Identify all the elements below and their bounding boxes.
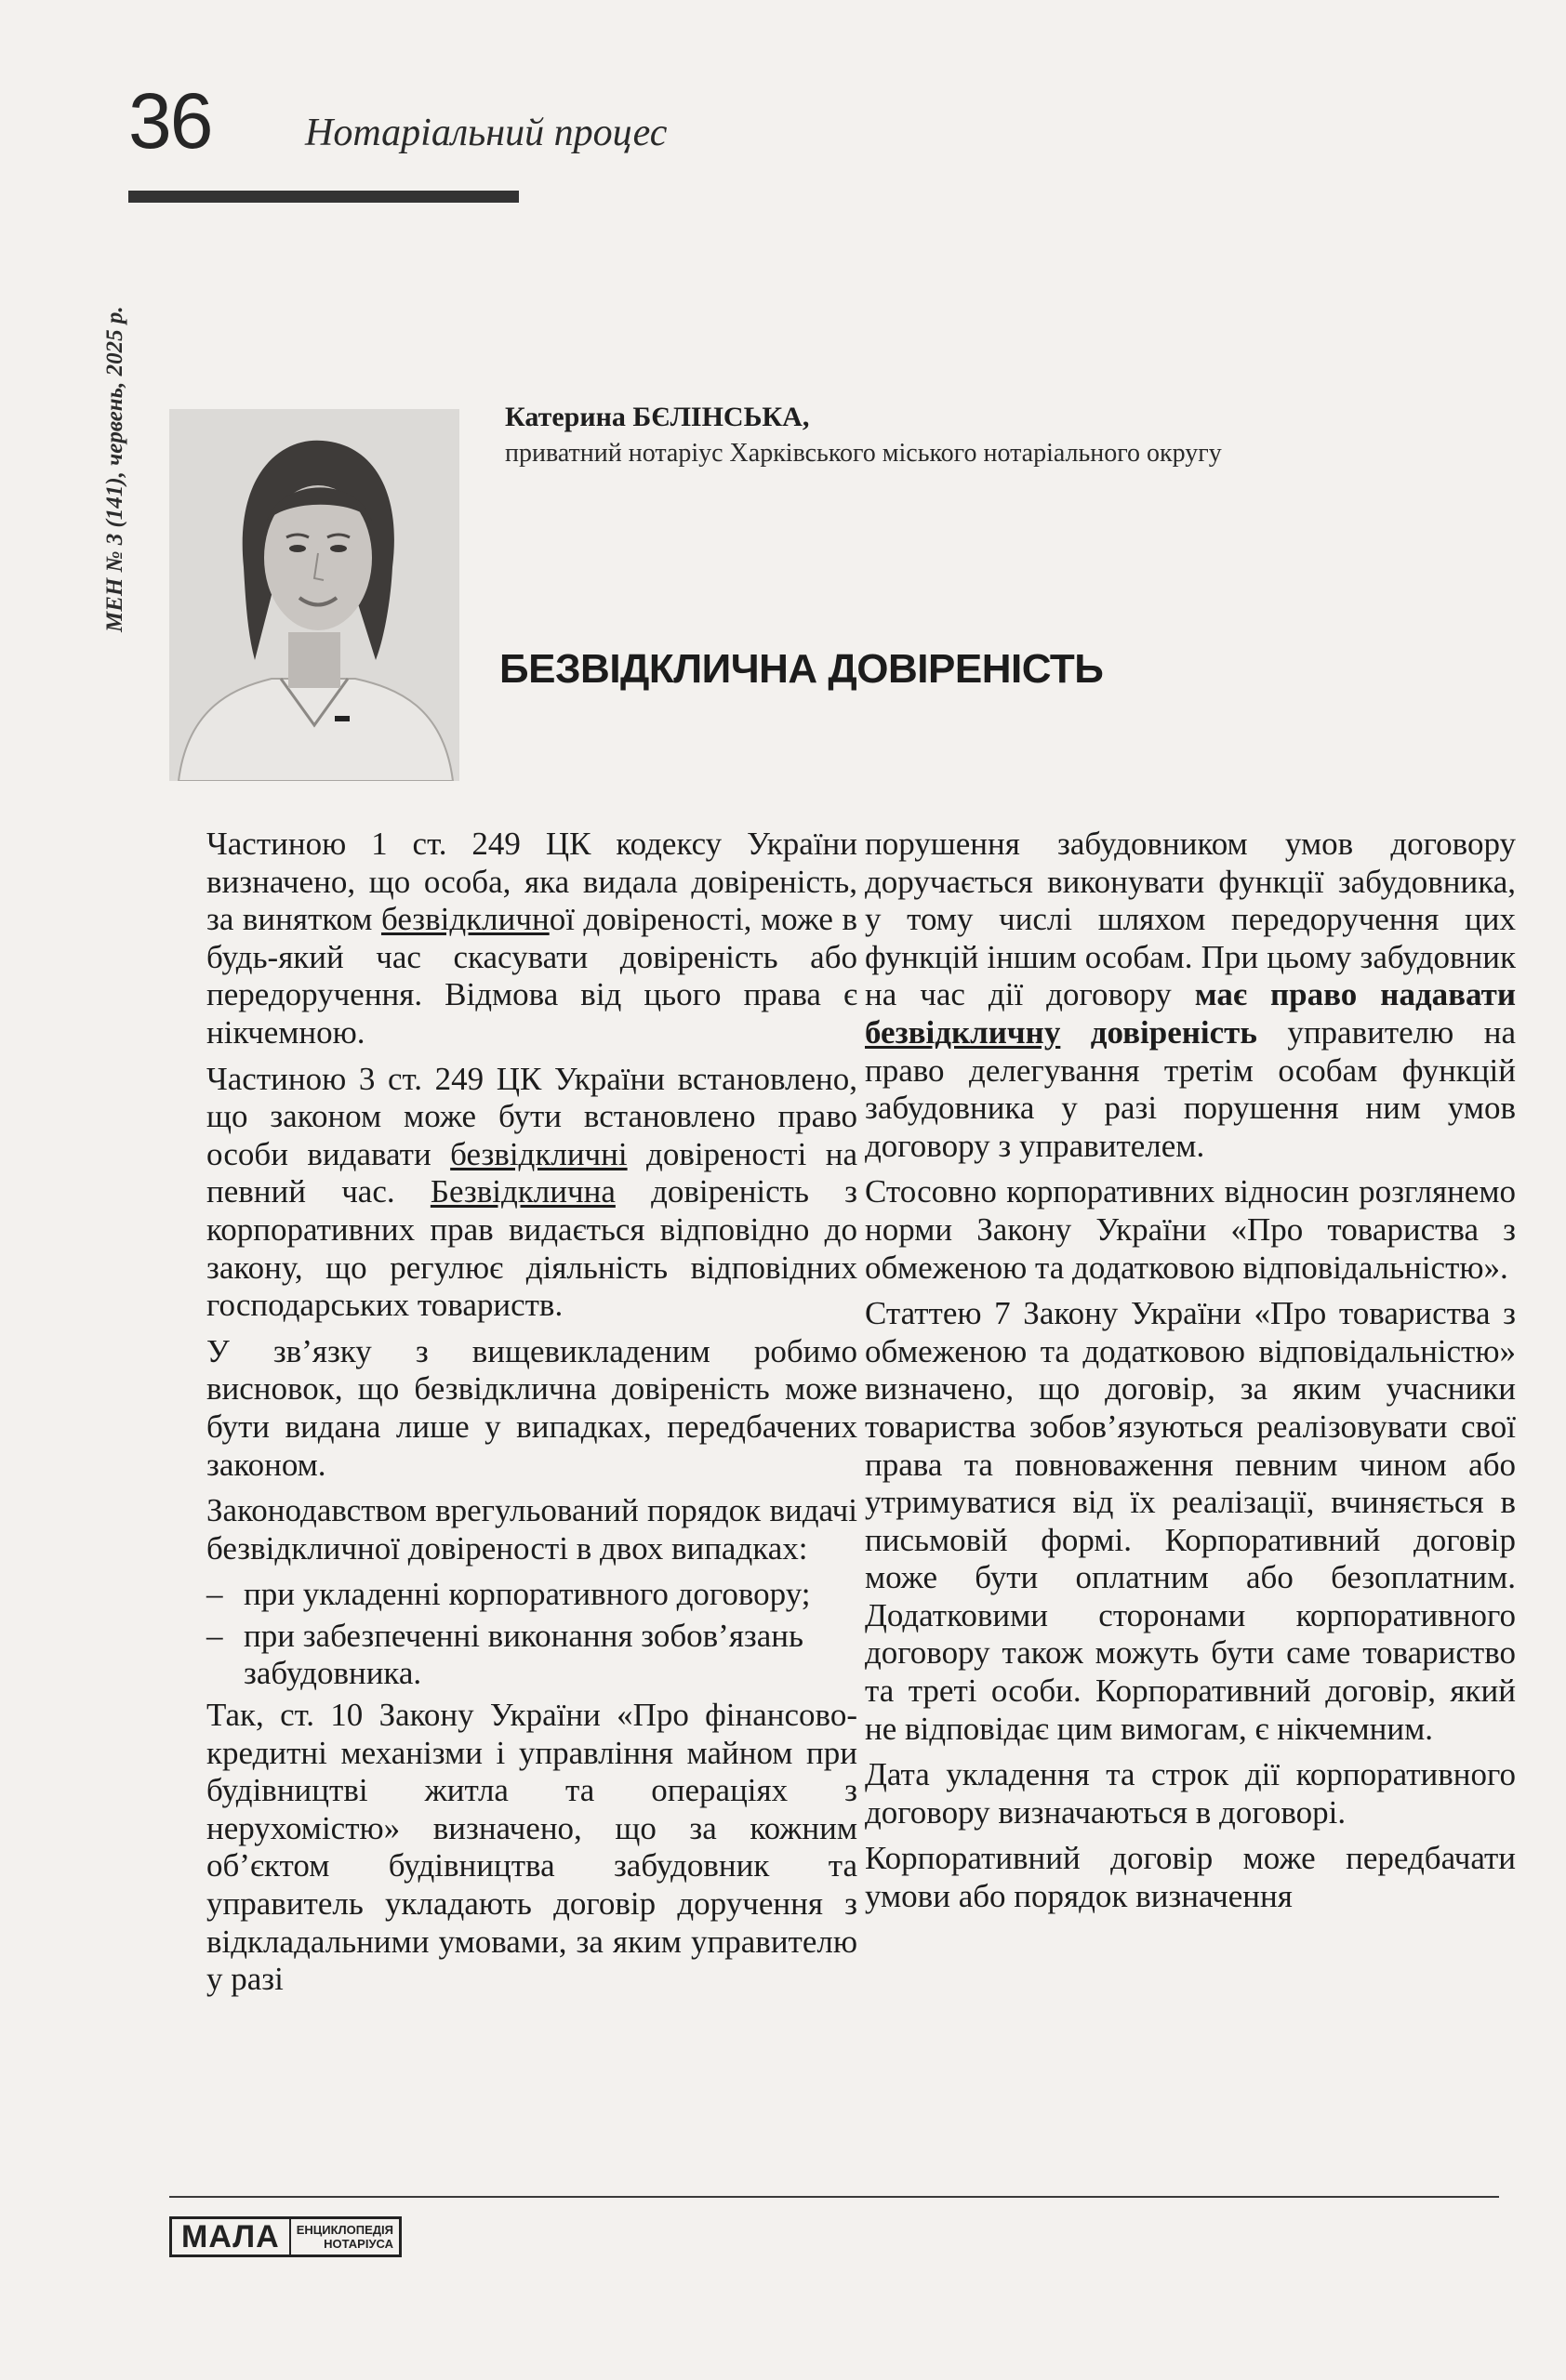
paragraph: Статтею 7 Закону України «Про товариства з обмеженою та додатковою відповідальністю» визначено, що договір, за яким учасники товариства зобов’язуються реалізовувати свої права та повноваження певним чином або утримуватися від їх реалізації, вчиняється в письмовій формі. Корпоративний договір може бути оплатним або безоплатним. Додатковими сторонами корпоративного договору також можуть бути саме товариство та треті особи. Корпоративний договір, який не відповідає цим вимогам, є нікчемним. xyxy=(865,1295,1516,1747)
list-dash: – xyxy=(206,1576,223,1613)
page-number: 36 xyxy=(128,77,212,165)
text-run: Частиною 1 ст. 249 ЦК кодексу України визначено, що особа, яка видала довіреність, за винятком xyxy=(206,826,857,938)
right-column xyxy=(865,826,1516,1924)
list-item xyxy=(206,1618,857,1693)
logo-main-text: МАЛА xyxy=(181,2219,280,2254)
text-run: має право надавати xyxy=(1194,976,1517,1013)
underlined-term: безвідкличн xyxy=(380,901,550,938)
list-item-text: при укладенні корпоративного договору; xyxy=(244,1576,811,1613)
section-title: Нотаріальний процес xyxy=(305,112,668,154)
footer-rule xyxy=(169,2196,1499,2198)
text-run: ої довіреності, може в будь-який час скасувати довіреність або передоручення. Відмова від цього права є нікчемною. xyxy=(206,901,858,1051)
text-run: довіреність з корпоративних прав видається відповідно до закону, що регулює діяльність відповідних господарських товариств. xyxy=(206,1173,857,1324)
author-role: приватний нотаріус Харківського міського нотаріального округу xyxy=(505,439,1222,468)
author-name: Катерина БЄЛІНСЬКА, xyxy=(505,402,810,432)
paragraph xyxy=(206,1061,857,1325)
logo-subtitle-line: ЕНЦИКЛОПЕДІЯ xyxy=(296,2223,394,2237)
list-dash: – xyxy=(206,1617,223,1654)
paragraph: Стосовно корпоративних відносин розглянемо норми Закону України «Про товариства з обмеженою та додатковою відповідальністю». xyxy=(865,1173,1516,1286)
paragraph xyxy=(206,826,857,1052)
text-run: управителю на право делегування третім особам функцій забудовника у разі порушення ним умов договору з управителем. xyxy=(865,1013,1516,1164)
publication-logo xyxy=(169,2216,402,2257)
underlined-term: Безвідклична xyxy=(430,1173,616,1210)
left-column xyxy=(206,826,857,2007)
paragraph: У зв’язку з вищевикладеним робимо висновок, що безвідклична довіреність може бути видана лише у випадках, передбачених законом. xyxy=(206,1332,857,1483)
author-photo xyxy=(169,409,459,781)
header-rule xyxy=(128,191,519,203)
logo-subtitle-line: НОТАРІУСА xyxy=(324,2237,394,2251)
underlined-term: безвідкличні xyxy=(450,1135,628,1172)
underlined-term: безвідкличну xyxy=(865,1013,1061,1051)
logo-subtitle xyxy=(289,2219,399,2254)
paragraph xyxy=(865,826,1516,1165)
paragraph: Законодавством врегульований порядок видачі безвідкличної довіреності в двох випадках: xyxy=(206,1492,857,1567)
text-run: довіреність xyxy=(1060,1013,1257,1051)
author-portrait-image xyxy=(169,409,459,781)
paragraph: Дата укладення та строк дії корпоративного договору визначаються в договорі. xyxy=(865,1756,1516,1831)
paragraph: Корпоративний договір може передбачати умови або порядок визначення xyxy=(865,1840,1516,1915)
list-item xyxy=(206,1576,857,1614)
text-run: довіреності на певний час. xyxy=(206,1135,858,1210)
list-item-text: при забезпеченні виконання зобов’язань забудовника. xyxy=(244,1617,803,1692)
paragraph: Так, ст. 10 Закону України «Про фінансово-кредитні механізми і управління майном при будівництві житла та операціях з нерухомістю» визначено, що за кожним об’єктом будівництва забудовник та управитель укладають договір доручення з відкладальними умовами, за яким управителю у разі xyxy=(206,1697,857,1998)
text-run: порушення забудовником умов договору доручається виконувати функції забудовника, у тому числі шляхом передоручення цих функцій іншим особам. При цьому забудовник на час дії договору xyxy=(865,826,1516,1013)
issue-info-vertical: МЕН № 3 (141), червень, 2025 р. xyxy=(102,306,127,632)
article-title: БЕЗВІДКЛИЧНА ДОВІРЕНІСТЬ xyxy=(499,646,1104,692)
text-run: Частиною 3 ст. 249 ЦК України встановлено, що законом може бути встановлено право особи видавати xyxy=(206,1060,857,1172)
